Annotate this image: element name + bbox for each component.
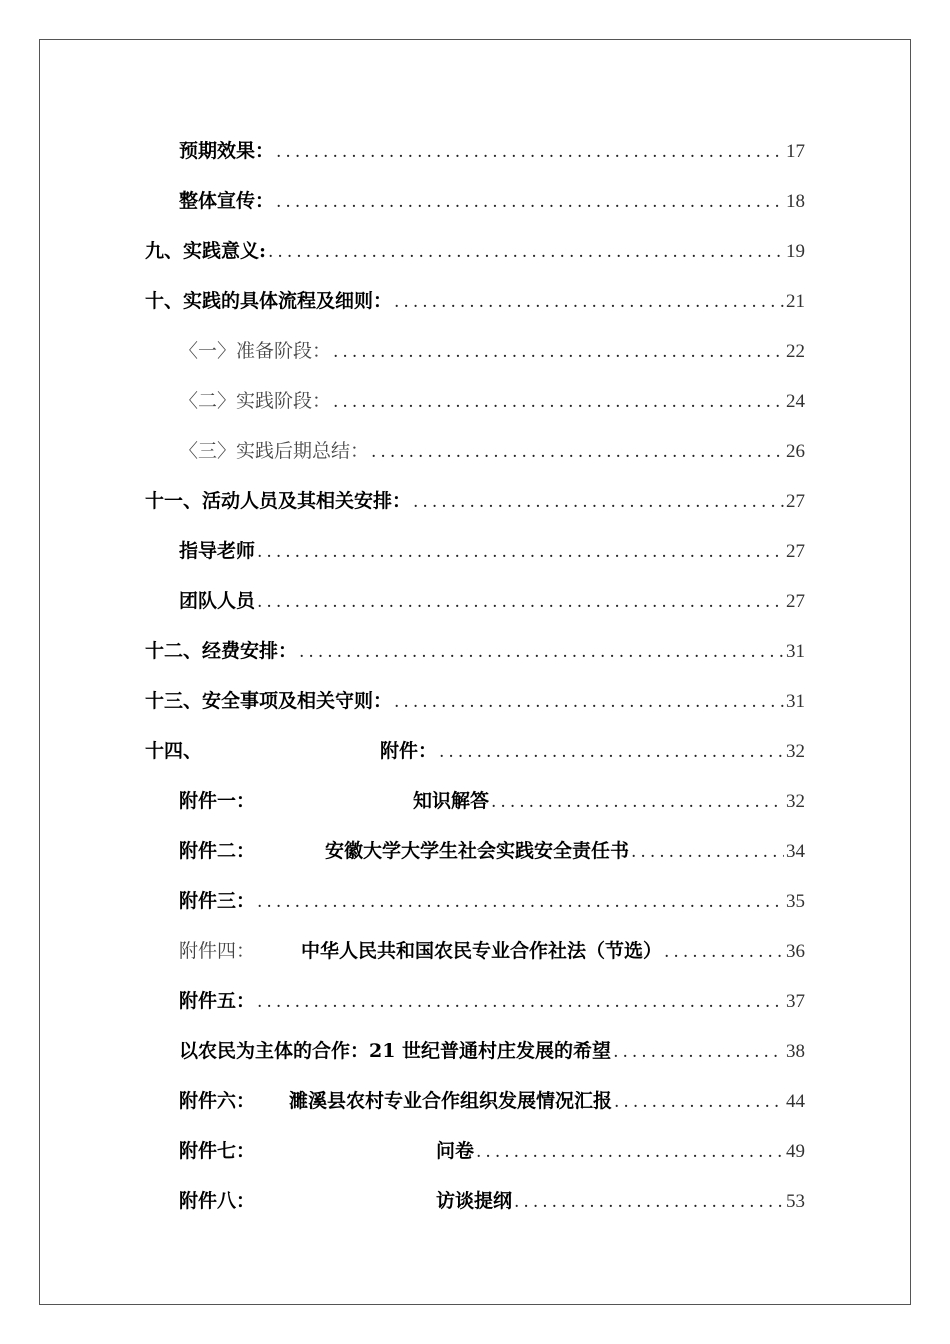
toc-leader-dots [631, 837, 784, 867]
toc-entry-section-10[interactable] [145, 286, 805, 316]
toc-entry-label: 以农民为主体的合作：21 世纪普通村庄发展的希望 [179, 1040, 612, 1062]
toc-leader-dots [371, 437, 784, 467]
toc-leader-dots [491, 787, 784, 817]
toc-entry-appendix-1[interactable] [179, 786, 805, 816]
toc-entry-label: 附件三： [179, 890, 256, 912]
toc-leader-dots [394, 687, 784, 717]
toc-entry-appendix-5[interactable] [179, 986, 805, 1016]
toc-entry-overall-publicity[interactable] [179, 186, 805, 216]
toc-leader-dots [268, 237, 784, 267]
toc-entry-label: 整体宣传： [179, 190, 275, 212]
toc-page-number: 31 [786, 641, 805, 662]
toc-entry-prefix: 附件二： [179, 840, 256, 862]
toc-page-number: 27 [786, 491, 805, 512]
toc-entry-section-11[interactable] [145, 486, 805, 516]
toc-entry-label: 〈一〉准备阶段： [179, 340, 332, 362]
toc-leader-dots [614, 1087, 784, 1117]
toc-entry-summary-stage[interactable] [179, 436, 805, 466]
toc-leader-dots [476, 1137, 784, 1167]
toc-entry-section-14[interactable] [145, 736, 805, 766]
toc-page-number: 36 [786, 941, 805, 962]
toc-page-number: 27 [786, 541, 805, 562]
toc-entry-label: 十二、经费安排： [145, 640, 298, 662]
toc-entry-prefix: 附件六： [179, 1090, 256, 1112]
toc-entry-appendix-2[interactable] [179, 836, 805, 866]
toc-page-number: 26 [786, 441, 805, 462]
toc-page-number: 35 [786, 891, 805, 912]
toc-page-number: 24 [786, 391, 805, 412]
toc-leader-dots [257, 987, 784, 1017]
toc-leader-dots [257, 587, 784, 617]
toc-page-number: 49 [786, 1141, 805, 1162]
toc-entry-section-12[interactable] [145, 636, 805, 666]
toc-entry-appendix-3[interactable] [179, 886, 805, 916]
toc-page-number: 44 [786, 1091, 805, 1112]
toc-entry-label: 十三、安全事项及相关守则： [145, 690, 393, 712]
toc-leader-dots [333, 387, 784, 417]
toc-leader-dots [333, 337, 784, 367]
toc-entry-label: 十一、活动人员及其相关安排： [145, 490, 412, 512]
toc-entry-section-13[interactable] [145, 686, 805, 716]
toc-entry-prefix: 附件四： [179, 940, 256, 962]
toc-entry-label: 〈三〉实践后期总结： [179, 440, 370, 462]
toc-entry-appendix-4[interactable] [179, 936, 805, 966]
toc-page-number: 19 [786, 241, 805, 262]
toc-leader-dots [613, 1037, 784, 1067]
toc-entry-label: 〈二〉实践阶段： [179, 390, 332, 412]
toc-page-number: 53 [786, 1191, 805, 1212]
toc-entry-appendix-6[interactable] [179, 1086, 805, 1116]
toc-entry-label: 预期效果： [179, 140, 275, 162]
toc-page-number: 32 [786, 741, 805, 762]
toc-entry-prefix: 十四、 [145, 740, 203, 762]
toc-page-number: 21 [786, 291, 805, 312]
toc-entry-farmer-cooperation[interactable] [179, 1036, 805, 1066]
toc-page-number: 27 [786, 591, 805, 612]
toc-entry-prep-stage[interactable] [179, 336, 805, 366]
toc-entry-label: 九、实践意义: [145, 240, 267, 262]
toc-entry-label: 知识解答 [413, 790, 490, 812]
toc-page-number: 18 [786, 191, 805, 212]
toc-entry-label: 中华人民共和国农民专业合作社法（节选） [301, 940, 663, 962]
toc-entry-label: 问卷 [436, 1140, 475, 1162]
toc-leader-dots [276, 137, 784, 167]
toc-entry-appendix-8[interactable] [179, 1186, 805, 1216]
toc-entry-label: 团队人员 [179, 590, 256, 612]
toc-entry-practice-stage[interactable] [179, 386, 805, 416]
toc-page-number: 22 [786, 341, 805, 362]
toc-page-number: 37 [786, 991, 805, 1012]
toc-entry-label: 十、实践的具体流程及细则： [145, 290, 393, 312]
toc-leader-dots [413, 487, 784, 517]
toc-entry-label: 安徽大学大学生社会实践安全责任书 [325, 840, 630, 862]
toc-leader-dots [514, 1187, 784, 1217]
toc-entry-expected-effect[interactable] [179, 136, 805, 166]
toc-entry-advisors[interactable] [179, 536, 805, 566]
toc-page-number: 31 [786, 691, 805, 712]
toc-leader-dots [664, 937, 784, 967]
toc-leader-dots [439, 737, 784, 767]
toc-entry-team-members[interactable] [179, 586, 805, 616]
toc-entry-prefix: 附件七： [179, 1140, 256, 1162]
toc-page-number: 38 [786, 1041, 805, 1062]
toc-entry-label: 访谈提纲 [436, 1190, 513, 1212]
toc-entry-prefix: 附件一： [179, 790, 256, 812]
toc-entry-label: 附件： [380, 740, 438, 762]
toc-entry-label: 指导老师 [179, 540, 256, 562]
toc-entry-section-9[interactable] [145, 236, 805, 266]
toc-leader-dots [299, 637, 784, 667]
toc-page-number: 34 [786, 841, 805, 862]
toc-leader-dots [394, 287, 784, 317]
toc-leader-dots [276, 187, 784, 217]
toc-entry-label: 附件五： [179, 990, 256, 1012]
toc-page-number: 17 [786, 141, 805, 162]
toc-entry-label: 濉溪县农村专业合作组织发展情况汇报 [289, 1090, 613, 1112]
toc-entry-prefix: 附件八： [179, 1190, 256, 1212]
toc-leader-dots [257, 887, 784, 917]
toc-entry-appendix-7[interactable] [179, 1136, 805, 1166]
toc-page-number: 32 [786, 791, 805, 812]
toc-leader-dots [257, 537, 784, 567]
